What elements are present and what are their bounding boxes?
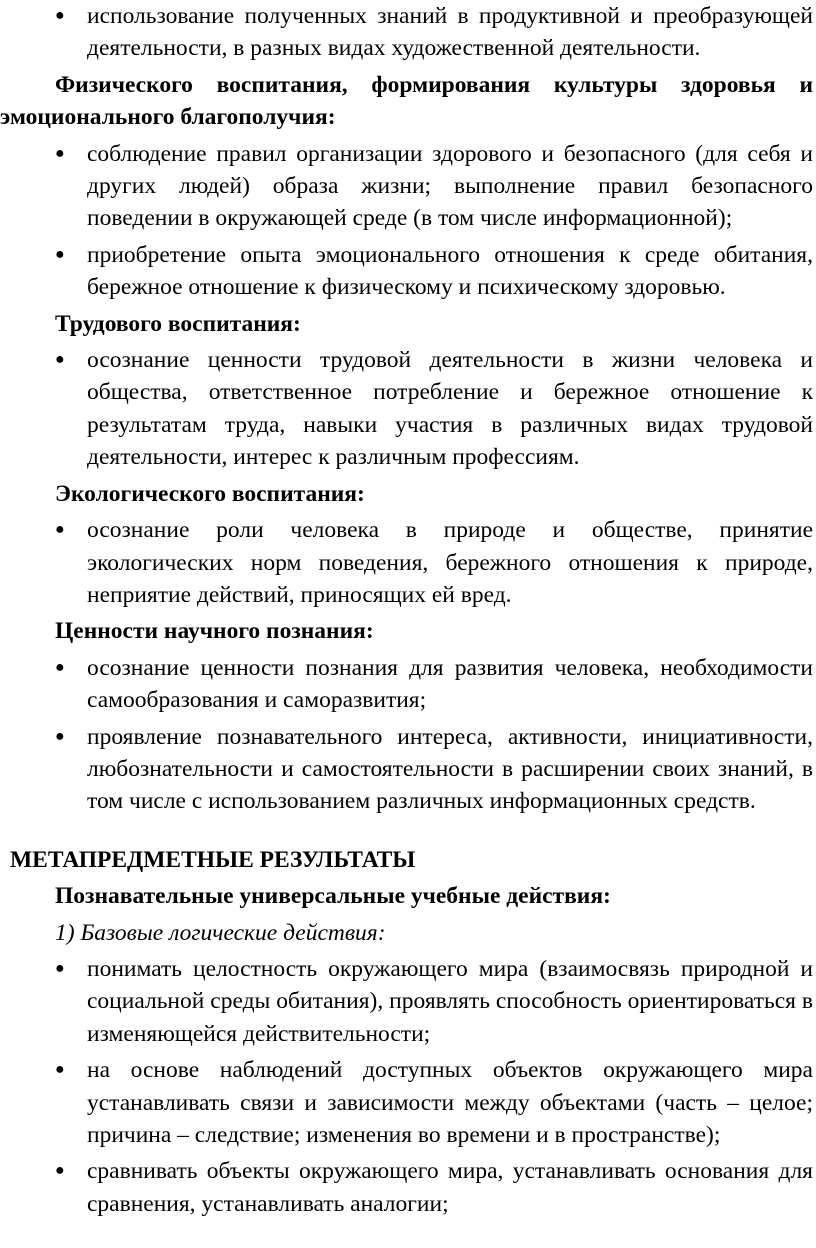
list-item (0, 514, 816, 611)
metasubject-results-title: МЕТАПРЕДМЕТНЫЕ РЕЗУЛЬТАТЫ (10, 846, 416, 873)
list-item-text: приобретение опыта эмоционального отношения к среде обитания, бережное отношение к физическому и психическому здоровью. (87, 241, 813, 301)
list-item-text: соблюдение правил организации здорового и безопасного (для себя и других людей) образа жизни; выполнение правил безопасного поведении в окружающей среде (в том числе информационной); (87, 140, 813, 232)
bullet-icon: ● (55, 959, 65, 977)
physical-education-heading: Физического воспитания, формирования культуры здоровья и эмоционального благополучия: (0, 71, 813, 131)
list-item (0, 721, 816, 818)
ecological-education-list (0, 514, 816, 611)
list-item-text: проявление познавательного интереса, активности, инициативности, любознательности и самостоятельности в расширении своих знаний, в том числе с использованием различных информационных средств. (87, 723, 813, 815)
cognitive-actions-heading: Познавательные универсальные учебные действия: (55, 883, 611, 910)
list-item (0, 239, 816, 304)
bullet-icon: ● (55, 1162, 65, 1180)
bullet-icon: ● (55, 7, 65, 24)
list-item (0, 344, 816, 474)
bullet-icon: ● (55, 351, 65, 369)
bullet-icon: ● (55, 521, 65, 539)
list-item-text: сравнивать объекты окружающего мира, устанавливать основания для сравнения, устанавливать аналогии; (87, 1158, 813, 1217)
ecological-education-heading: Экологического воспитания: (55, 480, 365, 507)
bullet-icon: ● (55, 727, 65, 745)
bullet-icon: ● (55, 1061, 65, 1079)
physical-education-list (0, 138, 816, 304)
intro-list (0, 0, 816, 65)
labor-education-heading: Трудового воспитания: (55, 310, 301, 337)
list-item-text: на основе наблюдений доступных объектов окружающего мира устанавливать связи и зависимости между объектами (часть – целое; причина – следствие; изменения во времени и в пространстве); (87, 1057, 813, 1148)
scientific-knowledge-list (0, 652, 816, 818)
scientific-knowledge-heading: Ценности научного познания: (55, 618, 374, 645)
basic-logic-subheading: 1) Базовые логические действия: (55, 919, 386, 946)
list-item (0, 0, 816, 65)
bullet-icon: ● (55, 658, 65, 676)
list-item (0, 1054, 816, 1151)
list-item-text: осознание ценности трудовой деятельности в жизни человека и общества, ответственное потребление и бережное отношение к результатам труда, навыки участия в различных видах трудовой деятельности, интерес к различным профессиям. (87, 347, 813, 471)
list-item-text: использование полученных знаний в продуктивной и преобразующей деятельности, в разных видах художественной деятельности. (87, 3, 813, 62)
list-item-text: осознание ценности познания для развития человека, необходимости самообразования и саморазвития; (87, 654, 813, 714)
basic-logic-list (0, 953, 816, 1220)
list-item (0, 138, 816, 235)
list-item-text: понимать целостность окружающего мира (взаимосвязь природной и социальной среды обитания), проявлять способность ориентироваться в изменяющейся действительности; (87, 955, 813, 1047)
list-item (0, 1155, 816, 1220)
bullet-icon: ● (55, 245, 65, 263)
labor-education-list (0, 344, 816, 474)
list-item-text: осознание роли человека в природе и обществе, принятие экологических норм поведения, бережного отношения к природе, неприятие действий, приносящих ей вред. (87, 517, 813, 608)
list-item (0, 652, 816, 717)
list-item (0, 953, 816, 1050)
bullet-icon: ● (55, 144, 65, 162)
